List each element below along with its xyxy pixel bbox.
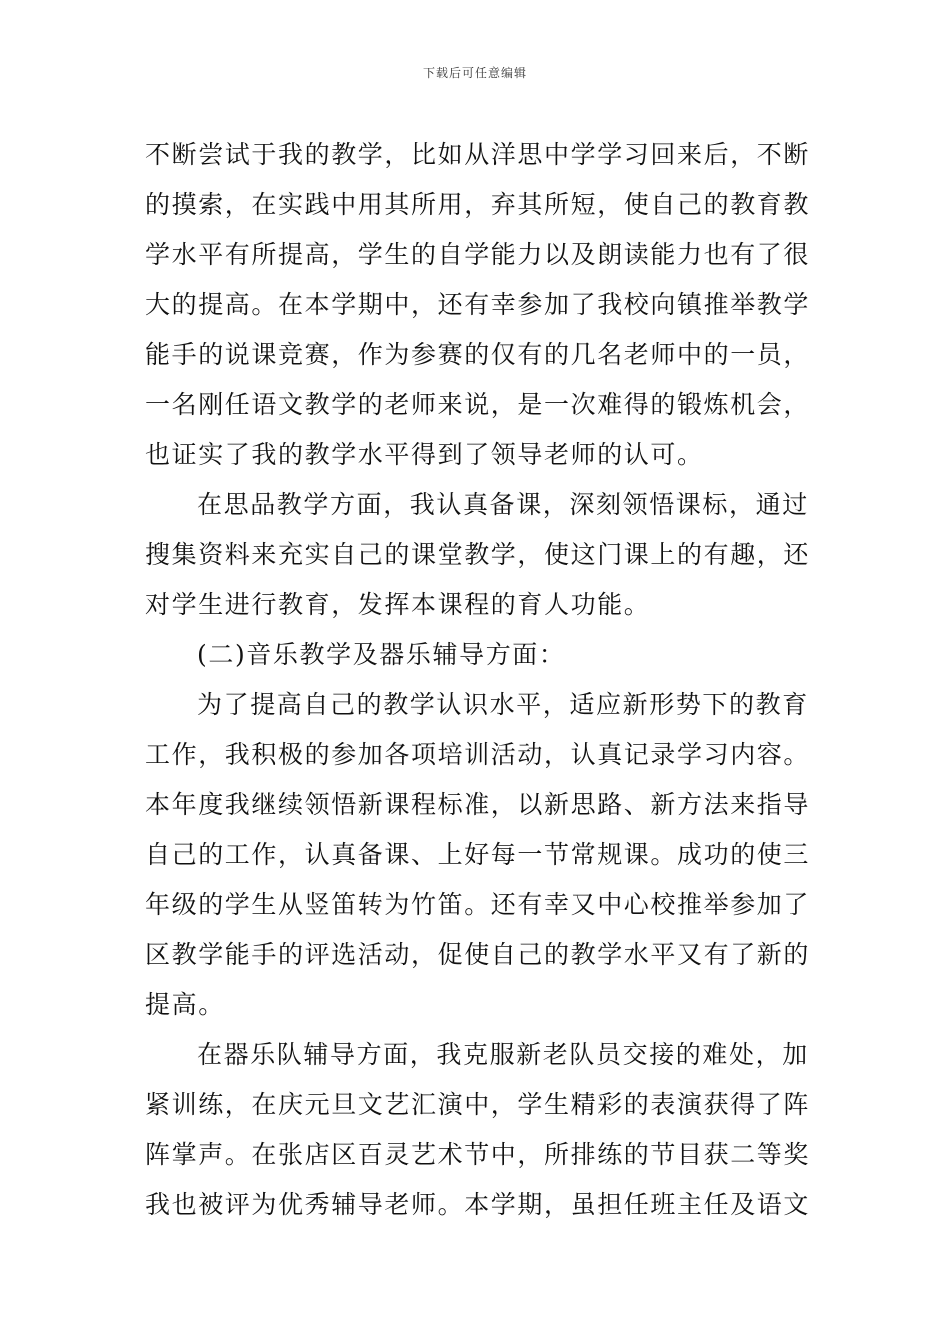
paragraph-2 bbox=[145, 480, 811, 630]
text-line: 工作，我积极的参加各项培训活动，认真记录学习内容。 bbox=[145, 740, 811, 769]
page-header: 下载后可任意编辑 bbox=[422, 66, 527, 80]
text-line: (二)音乐教学及器乐辅导方面： bbox=[197, 640, 566, 669]
text-line: 自己的工作，认真备课、上好每一节常规课。成功的使三 bbox=[145, 840, 811, 869]
text-line: 搜集资料来充实自己的课堂教学，使这门课上的有趣，还 bbox=[145, 540, 811, 569]
text-line: 紧训练，在庆元旦文艺汇演中，学生精彩的表演获得了阵 bbox=[145, 1090, 811, 1119]
text-line: 能手的说课竞赛，作为参赛的仅有的几名老师中的一员， bbox=[145, 340, 811, 369]
text-line: 为了提高自己的教学认识水平，适应新形势下的教育 bbox=[197, 690, 809, 719]
text-line: 大的提高。在本学期中，还有幸参加了我校向镇推举教学 bbox=[145, 290, 811, 319]
text-line: 阵掌声。在张店区百灵艺术节中，所排练的节目获二等奖 bbox=[145, 1140, 811, 1169]
paragraph-3-section-heading bbox=[145, 630, 805, 680]
text-line: 不断尝试于我的教学，比如从洋思中学学习回来后，不断 bbox=[145, 140, 811, 169]
paragraph-4 bbox=[145, 680, 811, 1030]
text-line: 在器乐队辅导方面，我克服新老队员交接的难处，加 bbox=[197, 1040, 809, 1069]
text-line: 学水平有所提高，学生的自学能力以及朗读能力也有了很 bbox=[145, 240, 811, 269]
text-line: 一名刚任语文教学的老师来说，是一次难得的锻炼机会， bbox=[145, 390, 811, 419]
text-line: 年级的学生从竖笛转为竹笛。还有幸又中心校推举参加了 bbox=[145, 890, 811, 919]
text-line: 对学生进行教育，发挥本课程的育人功能。 bbox=[145, 590, 651, 619]
document-body bbox=[145, 130, 811, 1230]
text-line: 本年度我继续领悟新课程标准，以新思路、新方法来指导 bbox=[145, 790, 811, 819]
paragraph-5 bbox=[145, 1030, 811, 1230]
text-line: 区教学能手的评选活动，促使自己的教学水平又有了新的 bbox=[145, 940, 811, 969]
text-line: 我也被评为优秀辅导老师。本学期，虽担任班主任及语文 bbox=[145, 1190, 811, 1219]
text-line: 提高。 bbox=[145, 990, 225, 1019]
text-line: 的摸索，在实践中用其所用，弃其所短，使自己的教育教 bbox=[145, 190, 811, 219]
paragraph-1 bbox=[145, 130, 811, 480]
text-line: 也证实了我的教学水平得到了领导老师的认可。 bbox=[145, 440, 704, 469]
text-line: 在思品教学方面，我认真备课，深刻领悟课标，通过 bbox=[197, 490, 809, 519]
